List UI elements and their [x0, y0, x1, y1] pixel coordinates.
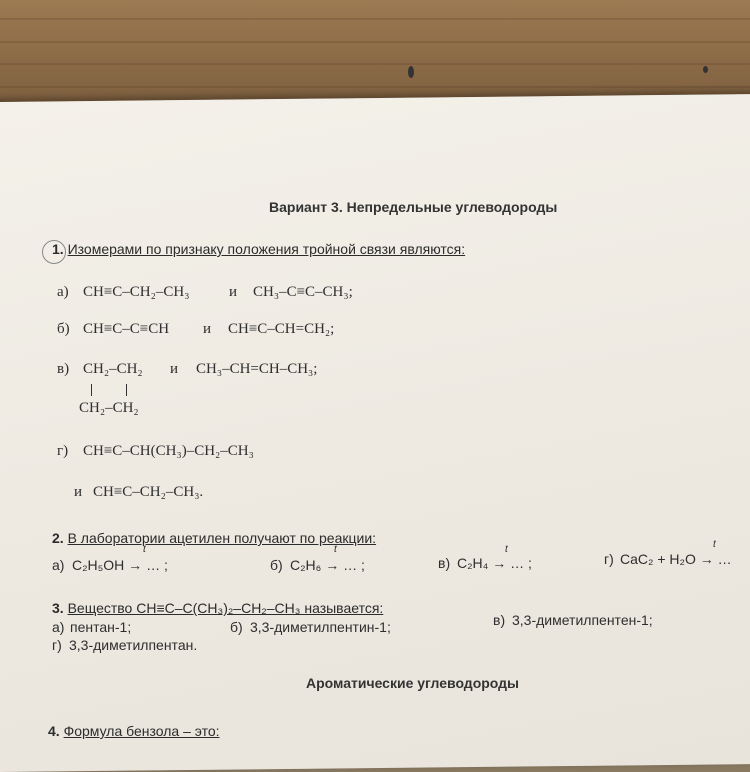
section-title: Ароматические углеводороды — [306, 675, 520, 691]
q2-option-a-label: а) — [52, 557, 65, 573]
q2-option-b-reaction: C₂H₆ → … ; — [290, 557, 365, 573]
q2-option-c-label: в) — [438, 555, 451, 571]
q3-option-a-text: пентан-1; — [70, 619, 132, 635]
q1-option-c-formula-2: CH₃–CH=CH–CH₃; — [196, 361, 318, 377]
q4-number: 4. — [48, 723, 60, 739]
q1-number: 1. — [52, 241, 64, 257]
q3-option-d-label: г) — [52, 637, 62, 653]
q1-option-c-label: в) — [57, 361, 70, 377]
q2-heading — [52, 530, 376, 546]
ring-bond-right — [126, 384, 127, 396]
q1-option-a-formula-2: CH₃–C≡C–CH₃; — [253, 284, 353, 300]
q2-option-d-label: г) — [604, 551, 614, 567]
q2-b-heat-label: t — [334, 544, 337, 555]
q1-option-b-formula-1: CH≡C–C≡CH — [83, 321, 170, 337]
q4-heading — [48, 723, 220, 739]
q2-option-c-reaction: C₂H₄ → … ; — [457, 555, 532, 571]
q2-option-d-reaction: CaC₂ + H₂O → … — [620, 551, 732, 567]
q1-option-d-formula-1: CH≡C–CH(CH₃)–CH₂–CH₃ — [83, 443, 254, 459]
q1-option-a-conj: и — [229, 284, 238, 300]
q3-heading — [52, 600, 383, 616]
q1-option-c-conj: и — [170, 361, 179, 377]
q1-option-a-label: а) — [57, 284, 69, 300]
q3-number: 3. — [52, 600, 64, 616]
q3-option-c-text: 3,3-диметилпентен-1; — [512, 612, 653, 628]
q3-option-a-label: а) — [52, 619, 65, 635]
q3-option-b-text: 3,3-диметилпентин-1; — [250, 619, 391, 635]
q2-text: В лаборатории ацетилен получают по реакции: — [67, 530, 377, 546]
q1-option-a-formula-1: CH≡C–CH₂–CH₃ — [83, 284, 190, 300]
q2-option-b-label: б) — [270, 557, 283, 573]
q3-option-d-text: 3,3-диметилпентан. — [69, 637, 198, 653]
q1-option-d-conj: и — [74, 484, 83, 500]
q2-c-heat-label: t — [505, 544, 508, 555]
q1-option-c-ring-bottom: CH₂–CH₂ — [79, 400, 139, 416]
ring-bond-left — [91, 384, 92, 396]
variant-title: Вариант 3. Непредельные углеводороды — [269, 199, 558, 215]
q3-option-c-label: в) — [493, 612, 506, 628]
q1-option-b-conj: и — [203, 321, 212, 337]
q1-option-c-ring-top: CH₂–CH₂ — [83, 361, 143, 377]
q2-d-heat-label: t — [713, 539, 716, 550]
q1-option-d-label: г) — [57, 443, 69, 459]
q3-option-b-label: б) — [230, 619, 243, 635]
q2-option-a-reaction: C₂H₅OH → … ; — [72, 557, 168, 573]
q1-option-d-formula-2: CH≡C–CH₂–CH₃. — [93, 484, 204, 500]
q2-a-heat-label: t — [143, 544, 146, 555]
q4-text: Формула бензола – это: — [63, 723, 220, 739]
q3-text: Вещество CH≡C–C(CH₃)₂–CH₂–CH₃ называется: — [67, 600, 384, 616]
q1-text: Изомерами по признаку положения тройной связи являются: — [67, 241, 466, 257]
q1-option-b-formula-2: CH≡C–CH=CH₂; — [228, 321, 335, 337]
q2-number: 2. — [52, 530, 64, 546]
q1-option-b-label: б) — [57, 321, 70, 337]
q1-heading — [52, 241, 465, 257]
